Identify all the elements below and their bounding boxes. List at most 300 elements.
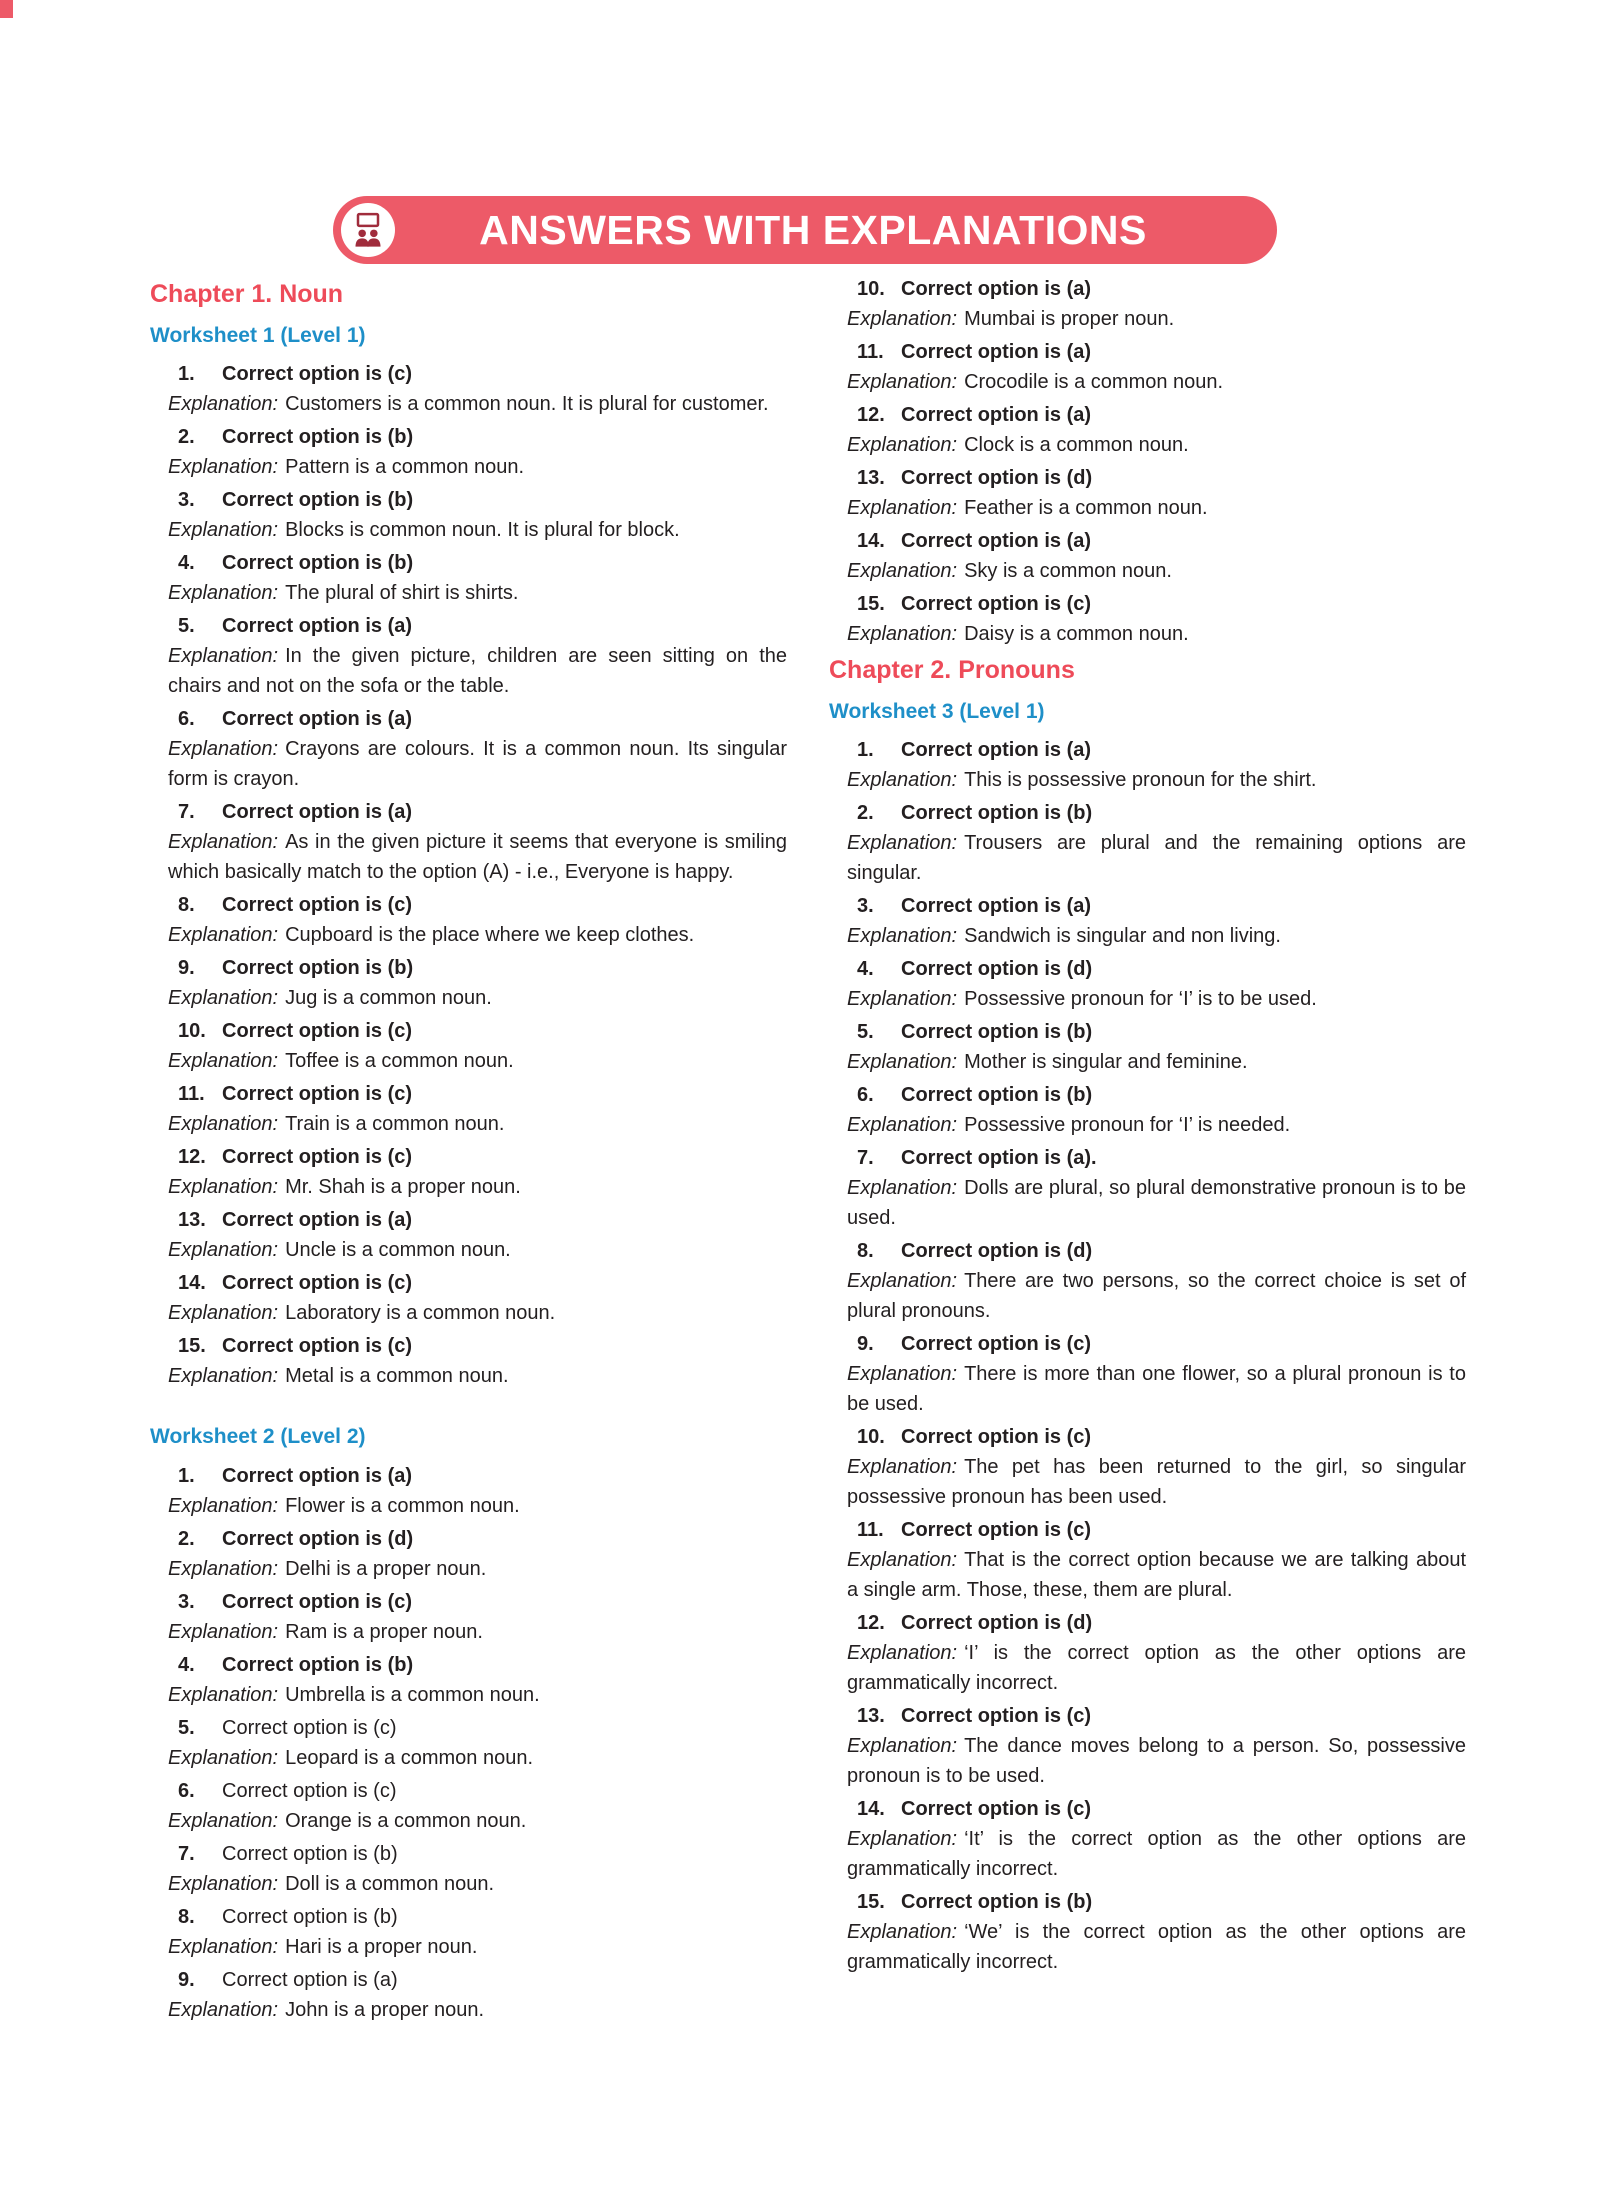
answer-text: Correct option is (c)	[901, 1333, 1092, 1355]
answer-number: 2.	[178, 426, 195, 448]
answer-number: 14.	[857, 1798, 885, 1820]
explanation-label: Explanation:	[847, 1642, 958, 1664]
explanation	[829, 1359, 1466, 1419]
explanation-label: Explanation:	[847, 988, 958, 1010]
answer-number: 6.	[857, 1084, 874, 1106]
answer-text: Correct option is (a)	[222, 801, 413, 823]
answer-item	[150, 485, 787, 545]
explanation-label: Explanation:	[168, 456, 279, 478]
explanation	[829, 765, 1466, 795]
explanation-label: Explanation:	[168, 1176, 279, 1198]
explanation-label: Explanation:	[168, 393, 279, 415]
answer-line	[829, 337, 1466, 367]
explanation-label: Explanation:	[168, 1494, 279, 1517]
answer-text: Correct option is (d)	[222, 1527, 414, 1550]
explanation-label: Explanation:	[168, 924, 279, 946]
answer-item	[150, 1142, 787, 1202]
explanation-text: Flower is a common noun.	[285, 1494, 520, 1517]
answer-text: Correct option is (a)	[222, 1464, 413, 1487]
answer-text: Correct option is (c)	[901, 1705, 1092, 1727]
answer-line	[150, 1205, 787, 1235]
answer-line	[150, 1331, 787, 1361]
explanation-text: Dolls are plural, so plural demonstrative pronoun is to be used.	[847, 1177, 1466, 1229]
explanation-label: Explanation:	[168, 1998, 279, 2021]
answer-text: Correct option is (a)	[222, 708, 413, 730]
answer-item	[829, 400, 1466, 460]
answer-number: 12.	[857, 404, 885, 426]
answer-item	[829, 1143, 1466, 1233]
explanation-label: Explanation:	[168, 1365, 279, 1387]
explanation	[829, 619, 1466, 649]
explanation	[150, 1172, 787, 1202]
answer-line	[150, 1713, 787, 1743]
answer-line	[150, 797, 787, 827]
explanation-label: Explanation:	[168, 1683, 279, 1706]
content-columns	[150, 274, 1466, 2028]
explanation	[829, 367, 1466, 397]
answer-text: Correct option is (b)	[222, 489, 414, 511]
explanation-label: Explanation:	[847, 434, 958, 456]
answer-text: Correct option is (a)	[222, 1968, 398, 1991]
explanation	[829, 1545, 1466, 1605]
explanation-label: Explanation:	[168, 1809, 279, 1832]
explanation-label: Explanation:	[168, 1050, 279, 1072]
page-corner-mark	[0, 0, 13, 18]
answer-item	[829, 1515, 1466, 1605]
answer-number: 15.	[178, 1335, 206, 1357]
explanation	[829, 1917, 1466, 1977]
explanation	[829, 1731, 1466, 1791]
column-left	[150, 274, 787, 2028]
answer-text: Correct option is (c)	[222, 1716, 397, 1739]
explanation	[829, 984, 1466, 1014]
explanation-label: Explanation:	[847, 769, 958, 791]
explanation-text: There are two persons, so the correct choice is set of plural pronouns.	[847, 1270, 1466, 1322]
answer-line	[150, 1016, 787, 1046]
explanation-label: Explanation:	[847, 1177, 958, 1199]
explanation-text: Orange is a common noun.	[285, 1809, 527, 1832]
explanation	[829, 1266, 1466, 1326]
explanation-text: Cupboard is the place where we keep clothes.	[285, 924, 695, 946]
answer-item	[150, 359, 787, 419]
answer-number: 14.	[857, 530, 885, 552]
answer-item	[829, 1236, 1466, 1326]
explanation-label: Explanation:	[847, 1456, 958, 1478]
explanation-text: Jug is a common noun.	[285, 987, 492, 1009]
explanation-label: Explanation:	[847, 623, 958, 645]
explanation-label: Explanation:	[847, 1114, 958, 1136]
explanation-label: Explanation:	[847, 1828, 958, 1850]
answer-item	[829, 1794, 1466, 1884]
explanation-text: ‘I’ is the correct option as the other options are grammatically incorrect.	[847, 1642, 1466, 1694]
answer-number: 4.	[178, 1653, 195, 1676]
explanation-text: Train is a common noun.	[285, 1113, 505, 1135]
explanation-text: As in the given picture it seems that everyone is smiling which basically match to the option (A) - i.e., Everyone is happy.	[168, 831, 787, 883]
explanation-label: Explanation:	[168, 738, 279, 760]
answer-line	[829, 589, 1466, 619]
answer-text: Correct option is (a)	[901, 739, 1092, 761]
explanation-label: Explanation:	[168, 1620, 279, 1643]
explanation	[150, 1298, 787, 1328]
answer-text: Correct option is (c)	[901, 1519, 1092, 1541]
explanation	[150, 389, 787, 419]
explanation-text: Umbrella is a common noun.	[285, 1683, 540, 1706]
explanation-text: Trousers are plural and the remaining options are singular.	[847, 832, 1466, 884]
explanation	[829, 828, 1466, 888]
explanation-label: Explanation:	[168, 1113, 279, 1135]
answer-line	[150, 611, 787, 641]
answer-item	[150, 1461, 787, 1521]
answer-text: Correct option is (c)	[222, 1146, 413, 1168]
answer-text: Correct option is (b)	[222, 957, 414, 979]
explanation-label: Explanation:	[168, 1302, 279, 1324]
explanation-text: There is more than one flower, so a plural pronoun is to be used.	[847, 1363, 1466, 1415]
answer-item	[829, 463, 1466, 523]
answer-line	[150, 1079, 787, 1109]
explanation-label: Explanation:	[847, 1735, 958, 1757]
explanation-label: Explanation:	[168, 645, 279, 667]
answer-text: Correct option is (c)	[222, 894, 413, 916]
answer-number: 9.	[178, 1968, 195, 1991]
explanation	[150, 1995, 787, 2025]
answer-number: 2.	[178, 1527, 195, 1550]
explanation	[150, 1361, 787, 1391]
answer-text: Correct option is (c)	[222, 1779, 397, 1802]
answer-number: 5.	[178, 615, 195, 637]
answer-text: Correct option is (b)	[222, 1653, 414, 1676]
explanation	[150, 1869, 787, 1899]
answer-text: Correct option is (b)	[901, 1084, 1093, 1106]
answer-number: 13.	[178, 1209, 206, 1231]
explanation-label: Explanation:	[847, 1363, 958, 1385]
answer-text: Correct option is (b)	[222, 426, 414, 448]
answer-line	[829, 1236, 1466, 1266]
answer-number: 1.	[178, 1464, 195, 1487]
answer-item	[829, 1608, 1466, 1698]
answer-text: Correct option is (b)	[901, 1891, 1093, 1913]
answer-item	[829, 589, 1466, 649]
answer-line	[829, 400, 1466, 430]
answer-text: Correct option is (a)	[901, 404, 1092, 426]
explanation	[829, 493, 1466, 523]
answer-line	[829, 526, 1466, 556]
explanation	[150, 1743, 787, 1773]
answer-text: Correct option is (c)	[222, 363, 413, 385]
answer-text: Correct option is (d)	[901, 1240, 1093, 1262]
answer-number: 13.	[857, 1705, 885, 1727]
answer-number: 15.	[857, 1891, 885, 1913]
explanation-text: Blocks is common noun. It is plural for block.	[285, 519, 680, 541]
answer-item	[150, 1650, 787, 1710]
answer-text: Correct option is (c)	[901, 593, 1092, 615]
explanation	[150, 1491, 787, 1521]
explanation-text: This is possessive pronoun for the shirt.	[964, 769, 1317, 791]
answer-text: Correct option is (a)	[901, 278, 1092, 300]
explanation-text: Laboratory is a common noun.	[285, 1302, 556, 1324]
explanation-text: Possessive pronoun for ‘I’ is to be used.	[964, 988, 1317, 1010]
answer-line	[829, 891, 1466, 921]
explanation	[150, 452, 787, 482]
answer-number: 8.	[178, 1905, 195, 1928]
answer-item	[829, 735, 1466, 795]
explanation	[150, 983, 787, 1013]
answer-line	[150, 1524, 787, 1554]
explanation-label: Explanation:	[847, 371, 958, 393]
explanation-text: Uncle is a common noun.	[285, 1239, 511, 1261]
explanation	[829, 430, 1466, 460]
answer-line	[150, 1268, 787, 1298]
answer-line	[150, 1587, 787, 1617]
explanation	[150, 1680, 787, 1710]
explanation-text: Customers is a common noun. It is plural for customer.	[285, 393, 769, 415]
answer-text: Correct option is (b)	[901, 802, 1093, 824]
answer-text: Correct option is (d)	[901, 467, 1093, 489]
explanation-text: The plural of shirt is shirts.	[285, 582, 519, 604]
explanation-label: Explanation:	[847, 497, 958, 519]
answer-line	[150, 485, 787, 515]
answer-item	[150, 548, 787, 608]
explanation-text: Delhi is a proper noun.	[285, 1557, 487, 1580]
answer-text: Correct option is (c)	[222, 1590, 413, 1613]
explanation-text: The dance moves belong to a person. So, possessive pronoun is to be used.	[847, 1735, 1466, 1787]
answer-text: Correct option is (a)	[901, 530, 1092, 552]
answer-line	[150, 953, 787, 983]
explanation	[150, 578, 787, 608]
answer-number: 11.	[857, 1519, 884, 1541]
explanation	[150, 641, 787, 701]
answer-line	[829, 954, 1466, 984]
answer-item	[150, 797, 787, 887]
explanation-text: Mother is singular and feminine.	[964, 1051, 1248, 1073]
answer-item	[150, 1016, 787, 1076]
explanation	[829, 1173, 1466, 1233]
explanation-label: Explanation:	[168, 1239, 279, 1261]
answer-line	[150, 890, 787, 920]
banner-title: ANSWERS WITH EXPLANATIONS	[479, 206, 1147, 253]
explanation	[829, 1110, 1466, 1140]
answer-number: 13.	[857, 467, 885, 489]
answer-item	[150, 1331, 787, 1391]
explanation	[829, 1638, 1466, 1698]
answer-number: 3.	[178, 1590, 195, 1613]
answer-text: Correct option is (a)	[901, 341, 1092, 363]
explanation-label: Explanation:	[847, 925, 958, 947]
explanation-label: Explanation:	[847, 832, 958, 854]
explanation-text: Pattern is a common noun.	[285, 456, 525, 478]
answer-number: 5.	[178, 1716, 195, 1739]
answer-item	[829, 1701, 1466, 1791]
answer-number: 6.	[178, 1779, 195, 1802]
answer-number: 14.	[178, 1272, 206, 1294]
explanation-text: That is the correct option because we are talking about a single arm. Those, these, them are plural.	[847, 1549, 1466, 1601]
answer-number: 1.	[857, 739, 874, 761]
answer-line	[150, 1839, 787, 1869]
answer-text: Correct option is (c)	[222, 1083, 413, 1105]
answer-line	[829, 1329, 1466, 1359]
answer-text: Correct option is (a).	[901, 1147, 1097, 1169]
answer-text: Correct option is (d)	[901, 1612, 1093, 1634]
explanation	[150, 920, 787, 950]
worksheet-heading: Worksheet 1 (Level 1)	[150, 323, 366, 347]
explanation	[150, 1932, 787, 1962]
explanation	[150, 1617, 787, 1647]
answer-number: 7.	[857, 1147, 874, 1169]
answer-number: 11.	[178, 1083, 205, 1105]
answer-line	[829, 1701, 1466, 1731]
explanation	[150, 1554, 787, 1584]
answer-item	[829, 274, 1466, 334]
answer-item	[829, 798, 1466, 888]
explanation-text: Clock is a common noun.	[964, 434, 1189, 456]
explanation-label: Explanation:	[168, 1557, 279, 1580]
answer-line	[150, 1902, 787, 1932]
answer-line	[150, 1650, 787, 1680]
answer-item	[150, 611, 787, 701]
worksheet-heading: Worksheet 2 (Level 2)	[150, 1425, 366, 1448]
answer-item	[150, 953, 787, 1013]
explanation-text: Possessive pronoun for ‘I’ is needed.	[964, 1114, 1291, 1136]
answer-line	[150, 422, 787, 452]
answer-item	[150, 1205, 787, 1265]
explanation-text: Feather is a common noun.	[964, 497, 1208, 519]
answer-number: 5.	[857, 1021, 874, 1043]
explanation-label: Explanation:	[847, 1549, 958, 1571]
answer-item	[829, 1422, 1466, 1512]
answer-item	[829, 1017, 1466, 1077]
answer-text: Correct option is (b)	[222, 1842, 398, 1865]
explanation-label: Explanation:	[847, 308, 958, 330]
answer-number: 3.	[857, 895, 874, 917]
explanation-label: Explanation:	[847, 1921, 958, 1943]
answer-item	[829, 337, 1466, 397]
answer-number: 6.	[178, 708, 195, 730]
answer-item	[150, 1079, 787, 1139]
explanation-label: Explanation:	[168, 831, 279, 853]
answer-line	[150, 548, 787, 578]
chapter-heading: Chapter 1. Noun	[150, 280, 344, 308]
students-icon	[341, 203, 395, 257]
answer-line	[150, 1776, 787, 1806]
explanation	[150, 515, 787, 545]
explanation-text: Sandwich is singular and non living.	[964, 925, 1281, 947]
explanation	[150, 827, 787, 887]
answer-text: Correct option is (c)	[901, 1426, 1092, 1448]
answer-item	[829, 954, 1466, 1014]
answer-text: Correct option is (c)	[222, 1272, 413, 1294]
answer-item	[150, 1713, 787, 1773]
answer-text: Correct option is (a)	[222, 1209, 413, 1231]
answer-item	[150, 1839, 787, 1899]
answer-number: 8.	[857, 1240, 874, 1262]
worksheet-heading: Worksheet 3 (Level 1)	[829, 699, 1045, 723]
answer-line	[829, 1080, 1466, 1110]
answer-number: 12.	[178, 1146, 206, 1168]
answer-line	[150, 1965, 787, 1995]
answer-line	[829, 463, 1466, 493]
explanation-text: Hari is a proper noun.	[285, 1935, 478, 1958]
explanation-text: John is a proper noun.	[285, 1998, 485, 2021]
explanation-text: Toffee is a common noun.	[285, 1050, 514, 1072]
answer-text: Correct option is (b)	[222, 1905, 398, 1928]
explanation-text: Mr. Shah is a proper noun.	[285, 1176, 521, 1198]
explanation-text: The pet has been returned to the girl, so singular possessive pronoun has been used.	[847, 1456, 1466, 1508]
answer-item	[150, 704, 787, 794]
answer-line	[829, 1608, 1466, 1638]
answer-number: 8.	[178, 894, 195, 916]
answer-text: Correct option is (b)	[901, 1021, 1093, 1043]
explanation-text: ‘It’ is the correct option as the other options are grammatically incorrect.	[847, 1828, 1466, 1880]
answer-text: Correct option is (c)	[901, 1798, 1092, 1820]
answer-number: 10.	[178, 1020, 206, 1042]
answer-text: Correct option is (a)	[901, 895, 1092, 917]
answer-text: Correct option is (a)	[222, 615, 413, 637]
explanation	[829, 921, 1466, 951]
answer-item	[829, 526, 1466, 586]
explanation-label: Explanation:	[168, 1872, 279, 1895]
answer-item	[829, 1080, 1466, 1140]
explanation	[150, 734, 787, 794]
explanation	[829, 556, 1466, 586]
explanation	[829, 304, 1466, 334]
answer-line	[829, 1017, 1466, 1047]
explanation-label: Explanation:	[847, 1270, 958, 1292]
answer-item	[829, 891, 1466, 951]
answer-text: Correct option is (d)	[901, 958, 1093, 980]
answer-text: Correct option is (c)	[222, 1335, 413, 1357]
explanation-label: Explanation:	[168, 519, 279, 541]
answer-line	[829, 274, 1466, 304]
answer-number: 9.	[857, 1333, 874, 1355]
answer-item	[150, 422, 787, 482]
answer-line	[829, 1143, 1466, 1173]
answer-item	[829, 1887, 1466, 1977]
answer-item	[150, 1965, 787, 2025]
answer-item	[150, 1268, 787, 1328]
explanation-label: Explanation:	[168, 1935, 279, 1958]
explanation	[150, 1109, 787, 1139]
answer-number: 10.	[857, 278, 885, 300]
answer-text: Correct option is (c)	[222, 1020, 413, 1042]
explanation-text: Mumbai is proper noun.	[964, 308, 1175, 330]
answer-number: 7.	[178, 801, 195, 823]
answer-number: 4.	[178, 552, 195, 574]
chapter-heading: Chapter 2. Pronouns	[829, 656, 1075, 684]
answers-banner	[333, 196, 1277, 264]
explanation-text: Metal is a common noun.	[285, 1365, 509, 1387]
explanation	[829, 1047, 1466, 1077]
answer-number: 12.	[857, 1612, 885, 1634]
explanation-text: Ram is a proper noun.	[285, 1620, 483, 1643]
explanation	[829, 1452, 1466, 1512]
explanation-text: Leopard is a common noun.	[285, 1746, 534, 1769]
explanation-text: ‘We’ is the correct option as the other options are grammatically incorrect.	[847, 1921, 1466, 1973]
answer-line	[829, 1515, 1466, 1545]
answer-line	[150, 1142, 787, 1172]
answer-text: Correct option is (b)	[222, 552, 414, 574]
explanation-text: Crayons are colours. It is a common noun. Its singular form is crayon.	[168, 738, 787, 790]
answer-number: 10.	[857, 1426, 885, 1448]
answer-item	[150, 890, 787, 950]
answer-line	[150, 1461, 787, 1491]
explanation	[150, 1046, 787, 1076]
answer-item	[150, 1776, 787, 1836]
answer-item	[150, 1524, 787, 1584]
answer-line	[829, 735, 1466, 765]
answer-line	[829, 1422, 1466, 1452]
answer-number: 11.	[857, 341, 884, 363]
answer-item	[150, 1587, 787, 1647]
explanation-text: In the given picture, children are seen sitting on the chairs and not on the sofa or the table.	[168, 645, 787, 697]
